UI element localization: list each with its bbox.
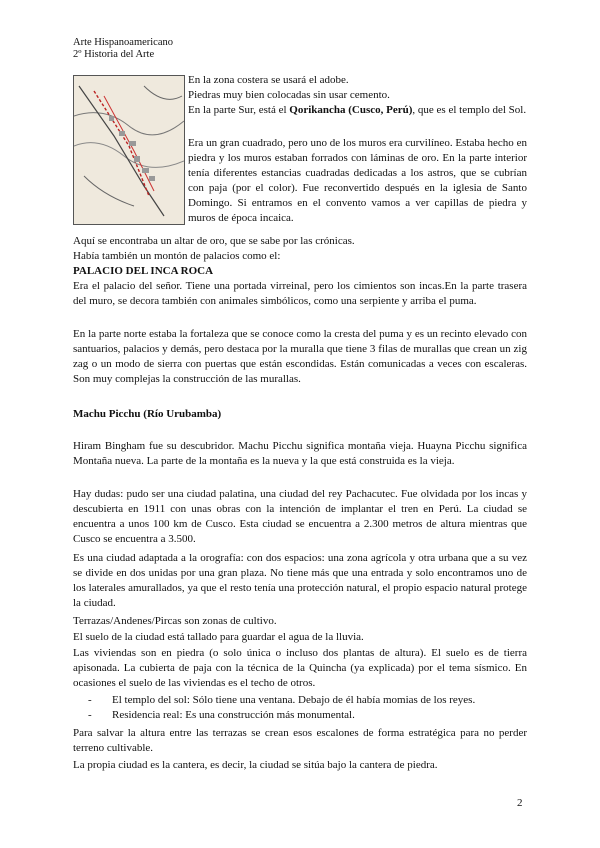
document-header (73, 37, 173, 61)
altura-paragraph: Para salvar la altura entre las terrazas se crean esos escalones de forma estratégica para no perder terreno cultivable. (73, 727, 527, 754)
norte-paragraph: En la parte norte estaba la fortaleza que se conoce como la cresta del puma y es un recinto elevado con santuarios, palacios y demás, pero destaca por la muralla que tiene 3 filas de murallas que crean un zig zag o un modo de sierra con puertas que están escondidas. Están comunicadas a veces con escaleras. Son muy complejas la construcción de las murallas. (73, 328, 527, 385)
intro-line-2: Piedras muy bien colocadas sin usar cemento. (188, 89, 390, 101)
buildings-list (88, 693, 527, 723)
viviendas-paragraph: Las viviendas son en piedra (o solo única o incluso dos plantas de altura). El suelo es de tierra apisonada. La cubierta de paja con la técnica de la Quincha (ya explicada) por el tema sísmico. En ocasiones el suelo de las viviendas es el techo de otros. (73, 647, 527, 689)
page-number: 2 (517, 797, 523, 809)
terrazas-paragraph: Terrazas/Andenes/Pircas son zonas de cultivo. (73, 615, 277, 627)
cuadrado-paragraph: Era un gran cuadrado, pero uno de los muros era curvilíneo. Estaba hecho en piedra y los muros estaban forrados con láminas de oro. En la parte interior tenía diferentes estancias cuadradas dedicadas a los astros, que se cubrían con paja (por el color). Fue reconvertido después en la iglesia de Santo Domingo. Si entramos en el convento vamos a ver capillas de piedra y muros de época incaica. (188, 137, 527, 224)
qorikancha-paragraph: En la parte Sur, está el Qorikancha (Cusco, Perú), que es el templo del Sol. (188, 104, 527, 116)
list-item: - Residencia real: Es una construcción más monumental. (88, 708, 527, 723)
monton-paragraph: Había también un montón de palacios como el: (73, 250, 281, 262)
list-item: - El templo del sol: Sólo tiene una ventana. Debajo de él había momias de los reyes. (88, 693, 527, 708)
palacio-heading: PALACIO DEL INCA ROCA (73, 265, 214, 277)
course-subtitle: 2º Historia del Arte (73, 49, 155, 60)
course-title: Arte Hispanoamericano (73, 37, 174, 48)
hiram-paragraph: Hiram Bingham fue su descubridor. Machu Picchu significa montaña vieja. Huayna Picchu significa Montaña nueva. La parte de la montaña es la nueva y la que está construida es la vieja. (73, 440, 527, 467)
orografia-paragraph: Es una ciudad adaptada a la orografía: con dos espacios: una zona agrícola y otra urbana que a su vez se divide en dos unidas por una gran plaza. No tiene más que una entrada y solo encontramos uno de los laterales amurallados, ya que el resto tenía una protección natural, el propio espacio natural protege la ciudad. (73, 552, 527, 609)
cantera-paragraph: La propia ciudad es la cantera, es decir, la ciudad se sitúa bajo la cantera de piedra. (73, 759, 438, 771)
altar-paragraph: Aquí se encontraba un altar de oro, que se sabe por las crónicas. (73, 235, 355, 247)
machu-picchu-heading: Machu Picchu (Río Urubamba) (73, 408, 222, 420)
suelo-paragraph: El suelo de la ciudad está tallado para guardar el agua de la lluvia. (73, 631, 364, 643)
intro-line-1: En la zona costera se usará el adobe. (188, 74, 349, 86)
dudas-paragraph: Hay dudas: pudo ser una ciudad palatina, una ciudad del rey Pachacutec. Fue olvidada por los incas y descubierta en 1911 con unas obras con la intención de implantar el tren en Perú. La ciudad se encuentra a unos 100 km de Cusco. Esta ciudad se encuentra a 2.300 metros de altura mientras que Cusco se encuentra a 3.500. (73, 488, 527, 545)
palacio-paragraph: Era el palacio del señor. Tiene una portada virreinal, pero los cimientos son incas.En la parte trasera del muro, se decora también con animales simbólicos, como una serpiente y arriba el puma. (73, 280, 527, 307)
cusco-map-image (73, 75, 185, 225)
